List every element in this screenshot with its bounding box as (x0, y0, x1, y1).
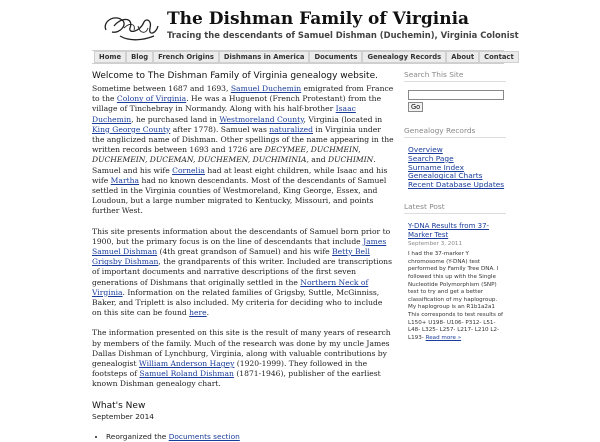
nav-contact[interactable]: Contact (479, 51, 519, 63)
nav-about[interactable]: About (446, 51, 479, 63)
records-list (408, 146, 506, 190)
sidebar (404, 70, 506, 342)
record-link-genealogical-charts[interactable]: Genealogical Charts (408, 171, 483, 181)
text: I had the 37-marker Y chromosome (Y-DNA) test performed by Family Tree DNA. I followed this up with the Single Nucleotide Polymorphism (SNP) test to try and get a better classification of my haplogroup. My haplogroup is an R1b1a2a1 This corresponds to test results of L150+ U198- U106- P312- L51- L48- L325- L257- L217- L210 L2- L193- (408, 251, 504, 341)
focus-paragraph (92, 227, 394, 319)
nav-genealogy-records[interactable]: Genealogy Records (362, 51, 446, 63)
link-james-samuel-dishman[interactable]: James Samuel Dishman (92, 236, 387, 257)
read-more-link[interactable]: Read more » (425, 334, 462, 341)
record-link-recent-updates[interactable]: Recent Database Updates (408, 180, 505, 190)
link-colony-of-virginia[interactable]: Colony of Virginia (116, 94, 187, 104)
site-title[interactable]: The Dishman Family of Virginia (167, 9, 470, 29)
whats-new-heading: What's New (92, 400, 146, 411)
text: . (206, 308, 210, 318)
link-documents-section[interactable]: Documents section (168, 431, 240, 441)
text: emigrated from France to the (92, 84, 394, 104)
nav-french-origins[interactable]: French Origins (153, 51, 219, 63)
text: had no known descendants. Most of the descendants of Samuel settled in the Virginia counties of Westmoreland, King George, Essex, and Loudoun, but a large number migrated to Kentucky, Missouri, and points further West. (92, 175, 387, 216)
record-link-surname-index[interactable]: Surname Index (408, 162, 464, 172)
news-item (106, 432, 394, 442)
latest-post-date: September 3, 2011 (408, 241, 463, 248)
record-link-search-page[interactable]: Search Page (408, 153, 454, 163)
text: (1871-1946), publisher of the earliest known Dishman genealogy chart. (92, 369, 381, 389)
text: , he purchased land in (131, 114, 220, 124)
welcome-heading: Welcome to The Dishman Family of Virginia genealogy website. (92, 71, 378, 81)
latest-post-heading: Latest Post (404, 202, 506, 214)
search-input[interactable] (408, 90, 504, 100)
text: (1920-1999). They followed in the footsteps of (92, 359, 368, 379)
link-westmoreland-county[interactable]: Westmoreland County (219, 114, 304, 124)
text: Sometime between 1687 and 1693, (92, 84, 231, 93)
link-william-anderson-hagey[interactable]: William Anderson Hagey (138, 359, 235, 369)
text: . Information on the related families of Grigsby, Suttle, McGinniss, Baker, and Triplett is also included. My criteria for deciding who to include on this site can be found (92, 287, 383, 318)
link-king-george-county[interactable]: King George County (92, 124, 171, 134)
news-list (106, 432, 394, 442)
text: Reorganized the (106, 431, 169, 441)
search-heading: Search This Site (404, 70, 506, 82)
text: after 1778). Samuel was (170, 124, 270, 134)
latest-post-title[interactable]: Y-DNA Results from 37-Marker Test (408, 221, 490, 239)
link-here[interactable]: here (189, 308, 207, 318)
research-paragraph (92, 328, 394, 389)
record-link-overview[interactable]: Overview (408, 145, 443, 154)
intro-paragraph (92, 84, 394, 217)
records-heading: Genealogy Records (404, 126, 506, 138)
link-northern-neck[interactable]: Northern Neck of Virginia (92, 277, 369, 297)
link-isaac-duchemin[interactable]: Isaac Duchemin (92, 104, 356, 124)
name-spelling: DUCHIMIN (327, 155, 374, 165)
go-button[interactable]: Go (408, 102, 423, 112)
text: This site presents information about the descendants of Samuel born prior to 1900, but the primary focus is on the line of descendants that include (92, 226, 391, 246)
text: and (308, 155, 328, 165)
link-betty-bell-grigsby-dishman[interactable]: Betty Bell Grigsby Dishman (92, 247, 370, 267)
main-navigation (92, 50, 514, 64)
nav-home[interactable]: Home (94, 51, 126, 63)
link-naturalized[interactable]: naturalized (269, 124, 313, 134)
nav-dishmans-in-america[interactable]: Dishmans in America (219, 51, 310, 63)
text: . Samuel and his wife (92, 155, 376, 175)
latest-post-excerpt (408, 251, 506, 342)
link-cornelia[interactable]: Cornelia (172, 165, 205, 175)
news-date: September 2014 (92, 411, 155, 421)
nav-blog[interactable]: Blog (126, 51, 153, 63)
link-samuel-duchemin[interactable]: Samuel Duchemin (230, 84, 302, 93)
signature-logo-icon[interactable] (100, 8, 162, 44)
name-spellings: DECYMEE, DUCHMEIN, DUCHEMEIN, DUCEMAN, DUCHEMEN, DUCHIMINIA, (92, 145, 361, 165)
link-martha[interactable]: Martha (110, 175, 140, 185)
link-samuel-roland-dishman[interactable]: Samuel Roland Dishman (139, 369, 234, 379)
nav-documents[interactable]: Documents (309, 51, 362, 63)
text: , the grandparents of this writer. Included are transcriptions of important documents and narrative descriptions of the first seven generations of Dishmans that originally settled in the (92, 257, 392, 287)
text: in Virginia under the anglicized name of Dishman. Other spellings of the name appearing in the written records between 1693 and 1726 are (92, 124, 394, 155)
text: , Virginia (located in (303, 114, 383, 124)
main-content (92, 70, 394, 442)
text: (4th great grandson of Samuel) and his wife (157, 247, 333, 257)
text: had at least eight children, while Isaac and his wife (92, 165, 388, 185)
site-tagline: Tracing the descendants of Samuel Dishman (Duchemin), Virginia Colonist (167, 30, 519, 40)
text: . He was a Huguenot (French Protestant) from the village of Tinchebray in Normandy. Along with his half-brother (92, 94, 382, 114)
site-header (0, 0, 600, 44)
text: The information presented on this site is the result of many years of research by members of the family. Much of the research was done by my uncle James Dallas Dishman of Lynchburg, Virginia, along with valuable contributions by genealogist (92, 328, 391, 369)
